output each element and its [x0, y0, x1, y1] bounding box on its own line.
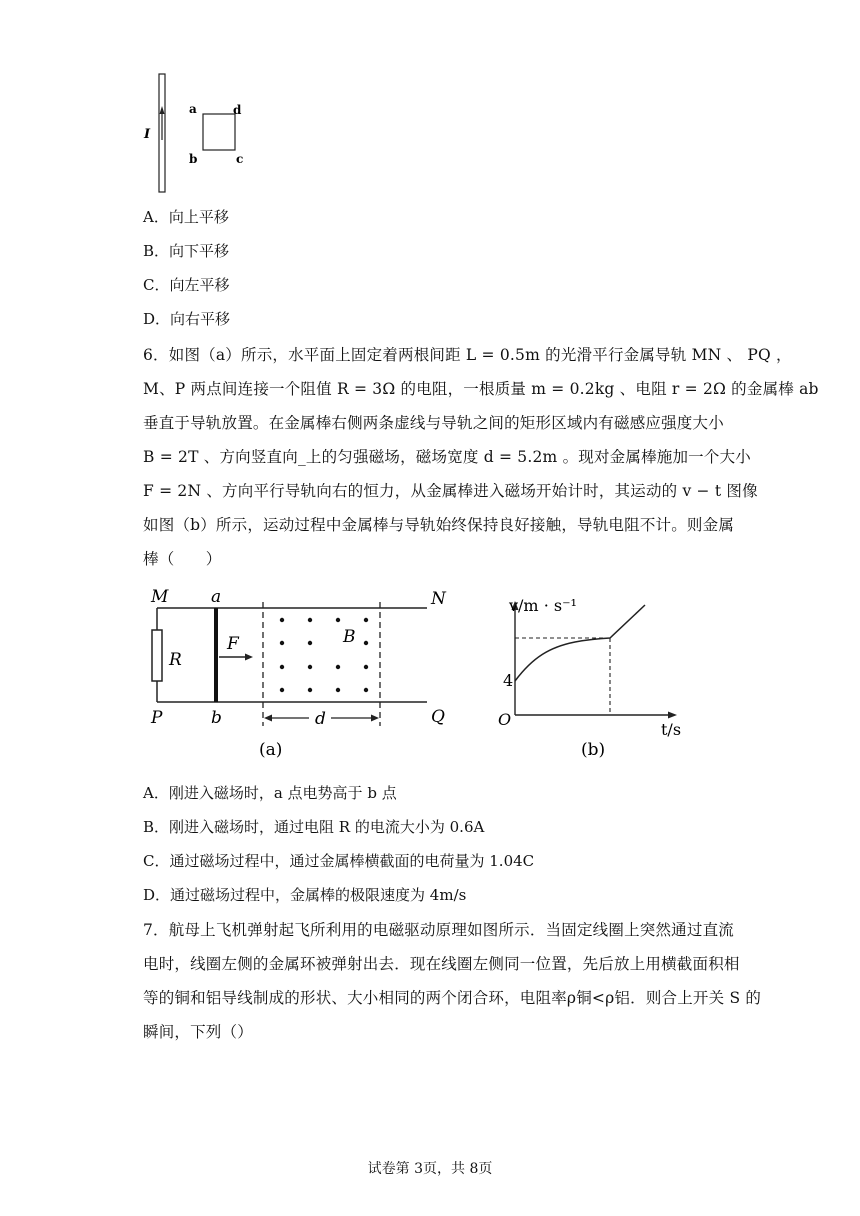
corner-b-label: b — [189, 152, 198, 166]
q5-option-a: A．向上平移 — [143, 208, 229, 226]
current-label: I — [144, 127, 151, 142]
point-b-label: b — [211, 708, 222, 728]
origin-label: O — [498, 710, 512, 729]
x-axis-label: t/s — [661, 720, 682, 739]
q6-line-7: 棒（ ） — [143, 550, 222, 568]
q7-stem — [143, 913, 762, 1049]
y-tick-label: 4 — [503, 671, 514, 690]
q6-line-4: B = 2T 、方向竖直向_上的匀强磁场，磁场宽度 d = 5.2m 。现对金属棒施加一个大小 — [143, 448, 751, 466]
y-axis-label: v/m · s⁻¹ — [509, 596, 577, 615]
q5-option-c: C．向左平移 — [143, 276, 230, 294]
page-footer: 试卷第 3页，共 8页 — [367, 1161, 493, 1177]
point-n-label: N — [431, 589, 446, 609]
q7-line-2: 电时，线圈左侧的金属环被弹射出去．现在线圈左侧同一位置，先后放上用横截面积相 — [143, 955, 740, 973]
q6-option-a: A．刚进入磁场时，a 点电势高于 b 点 — [143, 784, 397, 802]
point-q-label: Q — [431, 707, 445, 727]
resistor-label: R — [169, 650, 182, 670]
q7-line-4: 瞬间，下列（） — [143, 1023, 253, 1041]
point-p-label: P — [151, 708, 163, 728]
q5-option-b: B．向下平移 — [143, 242, 230, 260]
q6-line-6: 如图（b）所示，运动过程中金属棒与导轨始终保持良好接触，导轨电阻不计。则金属 — [143, 516, 735, 534]
q6-option-d: D．通过磁场过程中，金属棒的极限速度为 4m/s — [143, 886, 467, 904]
figure-a-circuit — [145, 585, 465, 765]
figure-b-vt-graph — [495, 585, 695, 765]
metal-rod-ab — [214, 608, 218, 702]
q6-line-2: M、P 两点间连接一个阻值 R = 3Ω 的电阻，一根质量 m = 0.2kg 、电阻 r = 2Ω 的金属棒 ab — [143, 380, 819, 398]
point-m-label: M — [151, 587, 169, 607]
q6-stem — [143, 338, 819, 576]
force-arrow-head — [245, 654, 253, 661]
q7-line-3: 等的铜和铝导线制成的形状、大小相同的两个闭合环，电阻率ρ铜<ρ铝．则合上开关 S 的 — [143, 989, 762, 1007]
wire-loop-figure — [140, 68, 260, 198]
q6-option-c: C．通过磁场过程中，通过金属棒横截面的电荷量为 1.04C — [143, 852, 535, 870]
x-axis-arrow — [668, 712, 677, 719]
q6-line-3: 垂直于导轨放置。在金属棒右侧两条虚线与导轨之间的矩形区域内有磁感应强度大小 — [143, 414, 724, 432]
width-label: d — [315, 709, 326, 729]
width-arrowhead-left — [264, 715, 272, 722]
q5-option-d: D．向右平移 — [143, 310, 231, 328]
figure-a-caption: (a) — [259, 740, 283, 760]
velocity-curve — [515, 605, 645, 681]
corner-d-label: d — [233, 103, 242, 117]
q6-line-1: 6．如图（a）所示，水平面上固定着两根间距 L = 0.5m 的光滑平行金属导轨 MN 、 PQ ， — [143, 346, 792, 364]
force-label: F — [227, 634, 239, 654]
square-loop — [203, 114, 235, 150]
figure-b-caption: (b) — [581, 740, 606, 760]
q7-line-1: 7．航母上飞机弹射起飞所利用的电磁驱动原理如图所示．当固定线圈上突然通过直流 — [143, 921, 734, 939]
corner-a-label: a — [189, 102, 197, 116]
q6-option-b: B．刚进入磁场时，通过电阻 R 的电流大小为 0.6A — [143, 818, 485, 836]
q6-line-5: F = 2N 、方向平行导轨向右的恒力，从金属棒进入磁场开始计时，其运动的 v − t 图像 — [143, 482, 758, 500]
width-arrowhead-right — [371, 715, 379, 722]
point-a-label: a — [211, 587, 222, 607]
corner-c-label: c — [236, 152, 244, 166]
resistor-r — [152, 630, 162, 681]
field-label: B — [343, 627, 356, 647]
